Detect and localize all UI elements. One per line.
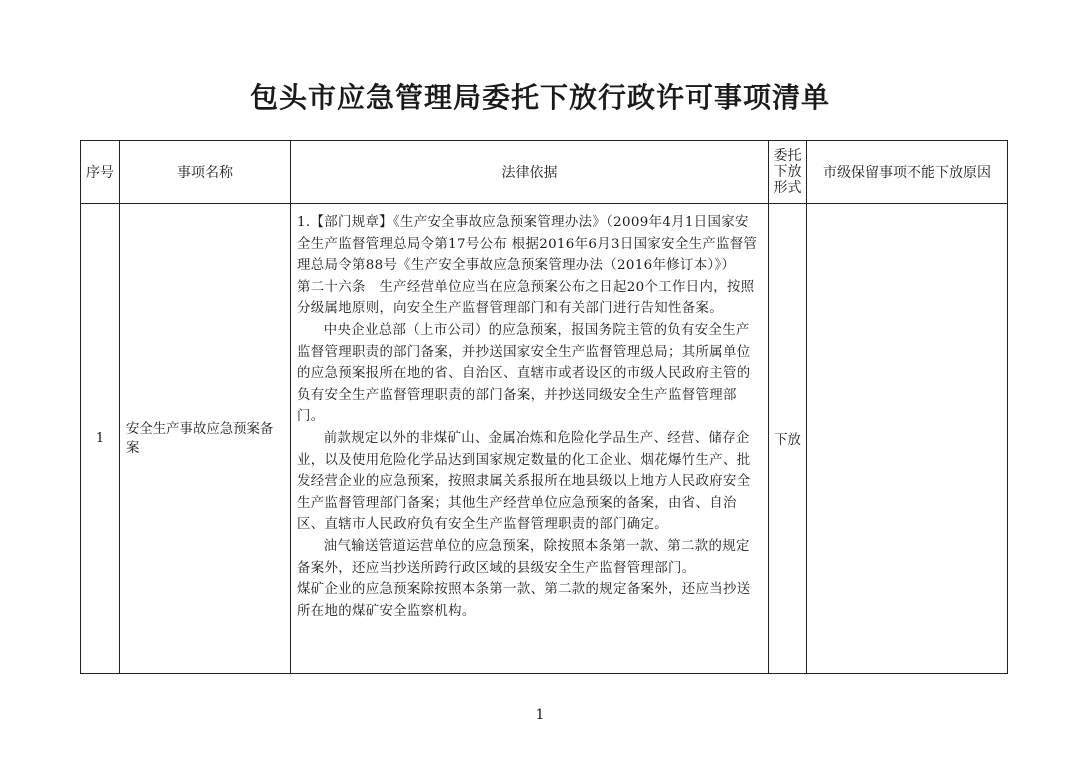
header-delegation-form-line: 下放 (773, 164, 802, 180)
table-row (81, 204, 1008, 674)
header-legal-basis: 法律依据 (291, 141, 769, 204)
header-delegation-form-line: 形式 (773, 180, 802, 196)
legal-basis-paragraph: 油气输送管道运营单位的应急预案，除按照本条第一款、第二款的规定备案外，还应当抄送所跨行政区域的县级安全生产监督管理部门。 (297, 538, 750, 576)
legal-basis-paragraph: 煤矿企业的应急预案除按照本条第一款、第二款的规定备案外，还应当抄送所在地的煤矿安全监察机构。 (297, 582, 751, 619)
row-item-name: 安全生产事故应急预案备案 (120, 204, 291, 674)
header-delegation-form-line: 委托 (773, 148, 802, 164)
table-header-row (81, 141, 1008, 204)
delegation-items-table (80, 140, 1008, 674)
legal-basis-paragraph: 1.【部门规章】《生产安全事故应急预案管理办法》（2009年4月1日国家安全生产监督管理总局令第17号公布 根据2016年6月3日国家安全生产监督管理总局令第88号《生产安全事故应急预案管理办法（2016年修订本）》） (297, 215, 758, 274)
legal-basis-paragraph: 前款规定以外的非煤矿山、金属冶炼和危险化学品生产、经营、储存企业，以及使用危险化学品达到国家规定数量的化工企业、烟花爆竹生产、批发经营企业的应急预案，按照隶属关系报所在地县级以上地方人民政府安全生产监督管理部门备案；其他生产经营单位应急预案的备案，由省、自治区、直辖市人民政府负有安全生产监督管理职责的部门确定。 (297, 430, 751, 533)
row-index: 1 (81, 204, 120, 674)
legal-basis-paragraph: 中央企业总部（上市公司）的应急预案，报国务院主管的负有安全生产监督管理职责的部门备案，并抄送国家安全生产监督管理总局；其所属单位的应急预案报所在地的省、自治区、直辖市或者设区的市级人民政府主管的负有安全生产监督管理职责的部门备案，并抄送同级安全生产监督管理部门。 (297, 322, 751, 425)
page-number: 1 (535, 707, 545, 723)
header-retain-reason: 市级保留事项不能下放原因 (807, 141, 1008, 204)
row-legal-basis (291, 204, 769, 674)
header-item-name: 事项名称 (120, 141, 291, 204)
legal-basis-paragraph: 第二十六条 生产经营单位应当在应急预案公布之日起20个工作日内，按照分级属地原则，向安全生产监督管理部门和有关部门进行告知性备案。 (297, 279, 755, 317)
page-title: 包头市应急管理局委托下放行政许可事项清单 (249, 81, 830, 114)
row-retain-reason (807, 204, 1008, 674)
row-delegation-form: 下放 (769, 204, 807, 674)
header-delegation-form (769, 141, 807, 204)
header-index: 序号 (81, 141, 120, 204)
